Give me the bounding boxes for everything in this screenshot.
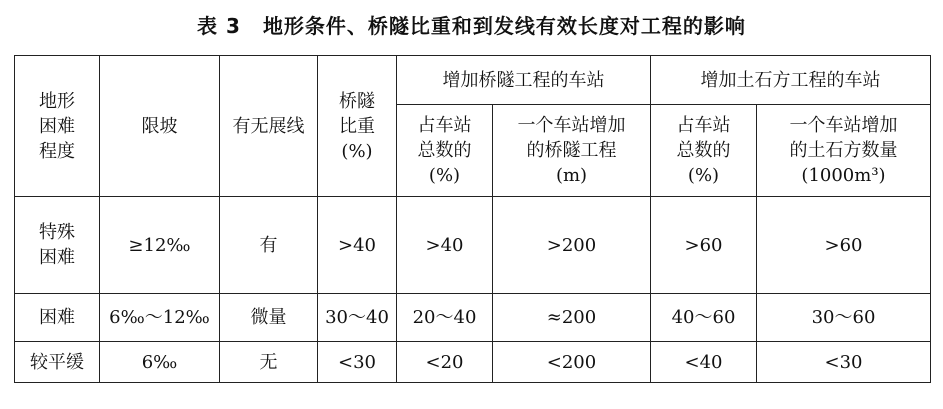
cell-terrain: 特殊 困难 — [15, 197, 100, 294]
table-row — [15, 342, 931, 383]
cell-ew-share: <40 — [651, 342, 757, 383]
cell-ruling-grade: 6‰ — [100, 342, 220, 383]
header-ruling-grade: 限坡 — [100, 56, 220, 197]
cell-terrain: 较平缓 — [15, 342, 100, 383]
header-group-bridge-tunnel: 增加桥隧工程的车站 — [397, 56, 651, 105]
cell-bridge-tunnel-ratio: <30 — [318, 342, 397, 383]
table-row — [15, 294, 931, 342]
cell-bridge-tunnel-ratio: 30～40 — [318, 294, 397, 342]
header-ew-share: 占车站 总数的 (%) — [651, 105, 757, 197]
cell-ruling-grade: 6‰～12‰ — [100, 294, 220, 342]
cell-bt-per-station: ≈200 — [493, 294, 651, 342]
header-group-earthwork: 增加土石方工程的车站 — [651, 56, 931, 105]
table-caption — [0, 10, 943, 39]
cell-ew-share: 40～60 — [651, 294, 757, 342]
table-number: 表 3 — [197, 14, 241, 38]
cell-extension-line: 有 — [220, 197, 318, 294]
cell-bt-per-station: >200 — [493, 197, 651, 294]
header-extension-line: 有无展线 — [220, 56, 318, 197]
cell-ew-per-station: <30 — [757, 342, 931, 383]
cell-ew-per-station: >60 — [757, 197, 931, 294]
cell-bt-share: 20～40 — [397, 294, 493, 342]
header-terrain: 地形 困难 程度 — [15, 56, 100, 197]
cell-bt-per-station: <200 — [493, 342, 651, 383]
header-row-1 — [15, 56, 931, 105]
cell-extension-line: 微量 — [220, 294, 318, 342]
table-title: 地形条件、桥隧比重和到发线有效长度对工程的影响 — [262, 14, 746, 38]
cell-extension-line: 无 — [220, 342, 318, 383]
cell-ruling-grade: ≥12‰ — [100, 197, 220, 294]
table-row — [15, 197, 931, 294]
header-bridge-tunnel-ratio: 桥隧 比重 (%) — [318, 56, 397, 197]
cell-bridge-tunnel-ratio: >40 — [318, 197, 397, 294]
cell-ew-per-station: 30～60 — [757, 294, 931, 342]
header-bt-per-station: 一个车站增加 的桥隧工程 (m) — [493, 105, 651, 197]
cell-bt-share: <20 — [397, 342, 493, 383]
data-table — [14, 55, 931, 383]
header-ew-per-station: 一个车站增加 的土石方数量 (1000m³) — [757, 105, 931, 197]
cell-ew-share: >60 — [651, 197, 757, 294]
cell-terrain: 困难 — [15, 294, 100, 342]
header-bt-share: 占车站 总数的 (%) — [397, 105, 493, 197]
cell-bt-share: >40 — [397, 197, 493, 294]
